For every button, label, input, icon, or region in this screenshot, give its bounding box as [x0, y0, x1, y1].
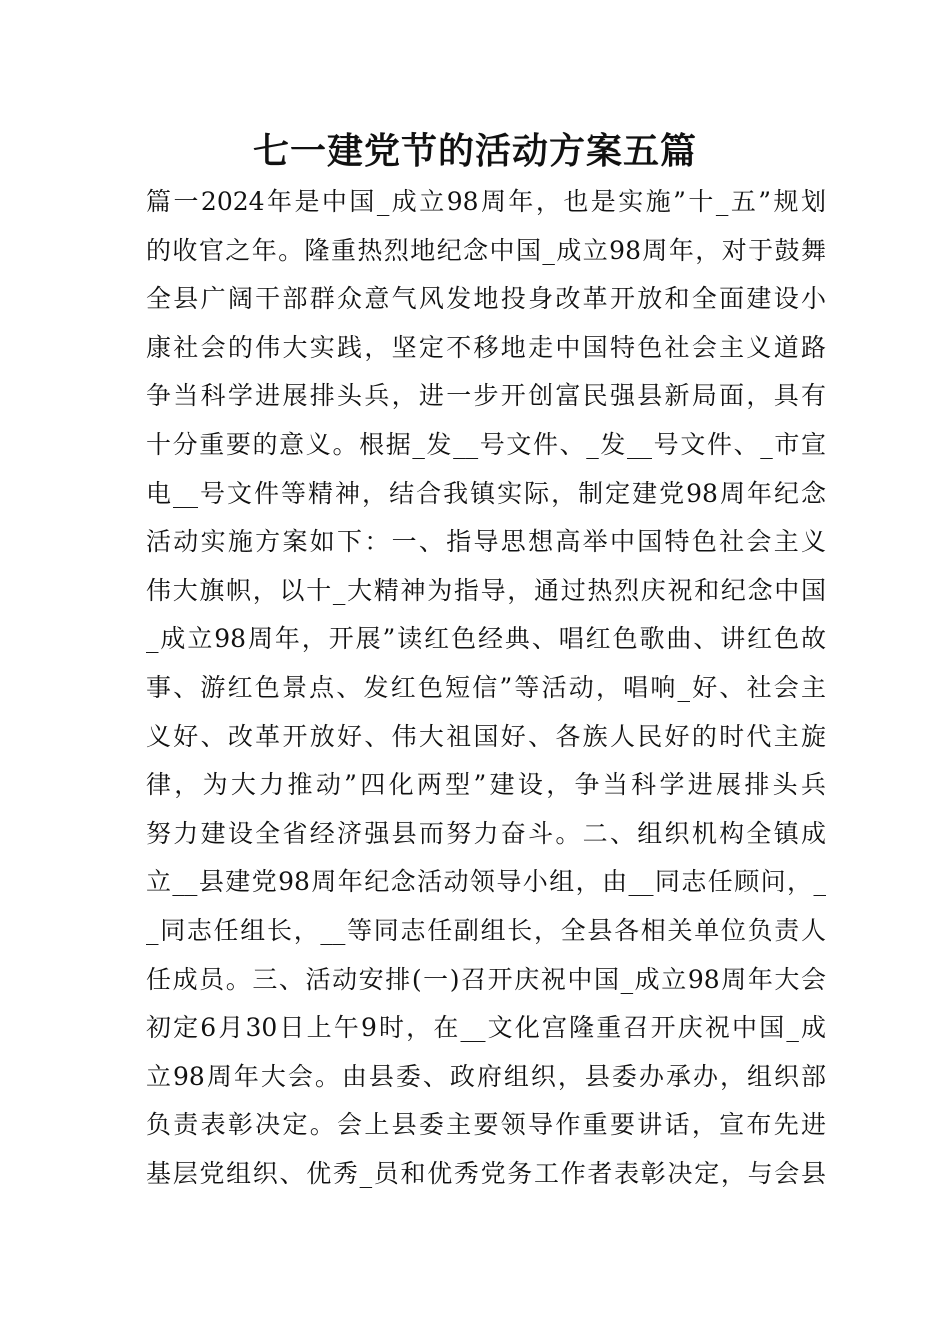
body-line-17: 任成员。三、活动安排(一)召开庆祝中国_成立98周年大会 [146, 964, 826, 994]
body-line-2: 的收官之年。隆重热烈地纪念中国_成立98周年，对于鼓舞 [146, 235, 826, 265]
body-line-7: 电__号文件等精神，结合我镇实际，制定建党98周年纪念 [146, 478, 826, 508]
body-line-8: 活动实施方案如下：一、指导思想高举中国特色社会主义 [146, 527, 826, 557]
body-line-13: 律，为大力推动”四化两型”建设，争当科学进展排头兵 [146, 770, 826, 800]
body-line-11: 事、游红色景点、发红色短信”等活动，唱响_好、社会主 [146, 672, 826, 702]
body-line-4: 康社会的伟大实践，坚定不移地走中国特色社会主义道路 [146, 332, 826, 362]
body-line-10: _成立98周年，开展”读红色经典、唱红色歌曲、讲红色故 [146, 624, 826, 654]
body-line-15: 立__县建党98周年纪念活动领导小组，由__同志任顾问，_ [146, 867, 826, 897]
body-line-19: 立98周年大会。由县委、政府组织，县委办承办，组织部 [146, 1061, 826, 1091]
body-line-21: 基层党组织、优秀_员和优秀党务工作者表彰决定，与会县 [146, 1158, 826, 1188]
body-line-3: 全县广阔干部群众意气风发地投身改革开放和全面建设小 [146, 284, 826, 314]
body-line-5: 争当科学进展排头兵，进一步开创富民强县新局面，具有 [146, 381, 826, 411]
document-body [146, 178, 826, 1198]
body-line-12: 义好、改革开放好、伟大祖国好、各族人民好的时代主旋 [146, 721, 826, 751]
body-line-1: 篇一2024年是中国_成立98周年，也是实施”十_五”规划 [146, 187, 826, 216]
body-line-20: 负责表彰决定。会上县委主要领导作重要讲话，宣布先进 [146, 1110, 826, 1140]
body-line-6: 十分重要的意义。根据_发__号文件、_发__号文件、_市宣 [146, 429, 826, 459]
body-line-14: 努力建设全省经济强县而努力奋斗。二、组织机构全镇成 [146, 818, 826, 848]
body-line-9: 伟大旗帜，以十_大精神为指导，通过热烈庆祝和纪念中国 [146, 575, 826, 605]
body-line-16: _同志任组长，__等同志任副组长，全县各相关单位负责人 [146, 915, 826, 945]
document-title: 七一建党节的活动方案五篇 [252, 130, 697, 172]
body-line-18: 初定6月30日上午9时，在__文化宫隆重召开庆祝中国_成 [146, 1013, 826, 1043]
